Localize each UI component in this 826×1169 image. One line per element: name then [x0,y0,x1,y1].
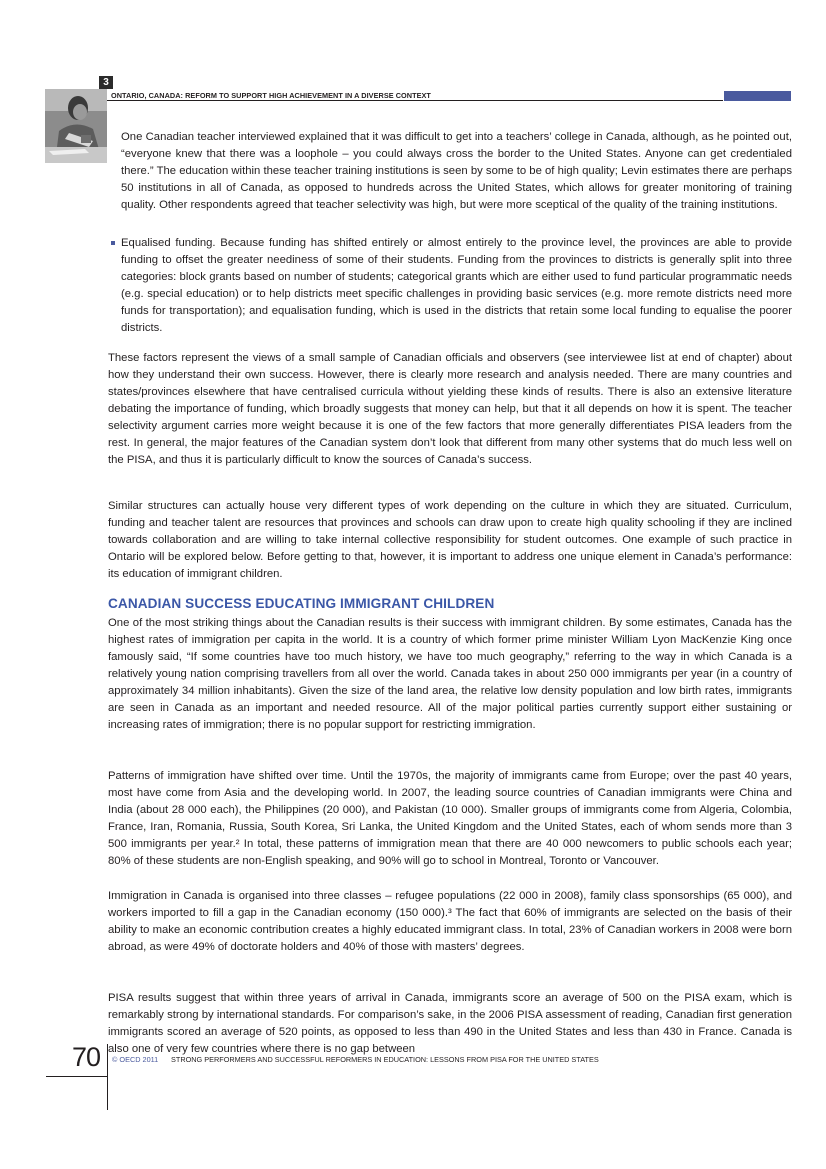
paragraph-factors: These factors represent the views of a small sample of Canadian officials and observers (see interviewee list at end of chapter) about how they understand their own success. However, there is clearly more research and analysis needed. There are many countries and states/provinces elsewhere that have centralised curricula without yielding these kinds of results. There is also an extensive literature debating the importance of funding, which broadly suggests that money can help, but that it all depends on how it is spent. The teacher selectivity argument carries more weight because it is one of the few factors that more generally differentiates PISA leaders from the rest. In general, the major features of the Canadian system don’t look that different from many other systems that do much less well on the PISA, and thus it is particularly difficult to know the sources of Canada’s success. [108,352,792,466]
paragraph-patterns: Patterns of immigration have shifted over time. Until the 1970s, the majority of immigrants came from Europe; over the past 40 years, most have come from Asia and the developing world. In 2007, the leading source countries of Canadian immigrants were China and India (about 28 000 each), the Philippines (20 000), and Pakistan (10 000). Smaller groups of immigrants come from Algeria, Colombia, France, Iran, Romania, Russia, South Korea, Sri Lanka, the United Kingdom and the United States, each of whom sends more than 3 500 immigrants per year.² In total, these patterns of immigration mean that there are 40 000 newcomers to public schools each year; 80% of these students are non-English speaking, and 90% will go to school in Montreal, Toronto or Vancouver. [108,770,792,867]
student-writing-photo [45,89,107,163]
footer-book-title: STRONG PERFORMERS AND SUCCESSFUL REFORMERS IN EDUCATION: LESSONS FROM PISA FOR THE UNITED STATES [171,1055,599,1064]
running-title: ONTARIO, CANADA: REFORM TO SUPPORT HIGH ACHIEVEMENT IN A DIVERSE CONTEXT [111,91,431,100]
section-heading: CANADIAN SUCCESS EDUCATING IMMIGRANT CHILDREN [108,596,495,611]
footer-vertical-rule [107,1044,108,1110]
footer-copyright: © OECD 2011 [112,1055,159,1064]
paragraph-classes: Immigration in Canada is organised into three classes – refugee populations (22 000 in 2008), family class sponsorships (65 000), and workers imported to fill a gap in the Canadian economy (150 000).³ The fact that 60% of immigrants are selected on the basis of their ability to make an economic contribution creates a highly educated immigrant class. In total, 23% of Canadian workers in 2008 were born abroad, as were 49% of doctorate holders and 40% of those with masters’ degrees. [108,890,792,953]
header-rule [99,100,723,101]
header-accent-bar [724,91,791,101]
paragraph-striking: One of the most striking things about the Canadian results is their success with immigrant children. By some estimates, Canada has the highest rates of immigration per capita in the world. It is a country of which former prime minister William Lyon MacKenzie King once famously said, “If some countries have too much history, we have too much geography,” referring to the way in which Canada is a relatively young nation comprising travellers from all over the world. Canada takes in about 250 000 immigrants per year (in a country of approximately 34 million inhabitants). Given the size of the land area, the relative low density population and low birth rates, immigrants are seen in Canada as an important and needed resource. All of the major political parties currently support either sustaining or increasing rates of immigration; there is no popular support for restricting immigration. [108,617,792,731]
paragraph-structures: Similar structures can actually house very different types of work depending on the culture in which they are situated. Curriculum, funding and teacher talent are resources that provinces and schools can draw upon to create high quality schooling if they are inclined towards collaboration and are willing to take internal collective responsibility for student outcomes. One example of such practice in Ontario will be explored below. Before getting to that, however, it is important to address one unique element in Canada’s performance: its education of immigrant children. [108,500,792,580]
chapter-photo [45,89,107,163]
footer-horizontal-rule [46,1076,108,1077]
paragraph-pisa: PISA results suggest that within three years of arrival in Canada, immigrants score an average of 500 on the PISA exam, which is remarkably strong by international standards. For comparison’s sake, in the 2006 PISA assessment of reading, Canadian first generation immigrants scored an average of 520 points, as opposed to less than 490 in the United States and less than 430 in France. Canada is also one of very few countries where there is no gap between [108,992,792,1055]
bullet-equalised-funding: Equalised funding. Because funding has shifted entirely or almost entirely to the province level, the provinces are able to provide funding to offset the greater neediness of some of their students. Funding from the provinces to districts is generally split into three categories: block grants based on number of students; categorical grants which are either used to fund particular programmatic needs (e.g. special education) or to help districts meet specific challenges in providing basic services (e.g. more remote districts need more funds for transportation); and equalisation funding, which is used in the districts that retain some local funding to equalise the poorer districts. [121,237,792,334]
chapter-number-badge: 3 [99,76,113,89]
bullet-marker [111,241,115,245]
paragraph-teacher-college: One Canadian teacher interviewed explained that it was difficult to get into a teachers’ college in Canada, although, as he pointed out, “everyone knew that there was a loophole – you could always cross the border to the United States. Anyone can get credentialed there.” The education within these teacher training institutions is seen by some to be of high quality; Levin estimates there are perhaps 50 institutions in all of Canada, as opposed to hundreds across the United States, which allows for greater monitoring of training quality. Other respondents agreed that teacher selectivity was high, but were more sceptical of the quality of the training institutions. [121,131,792,211]
page-number: 70 [71,1042,100,1072]
